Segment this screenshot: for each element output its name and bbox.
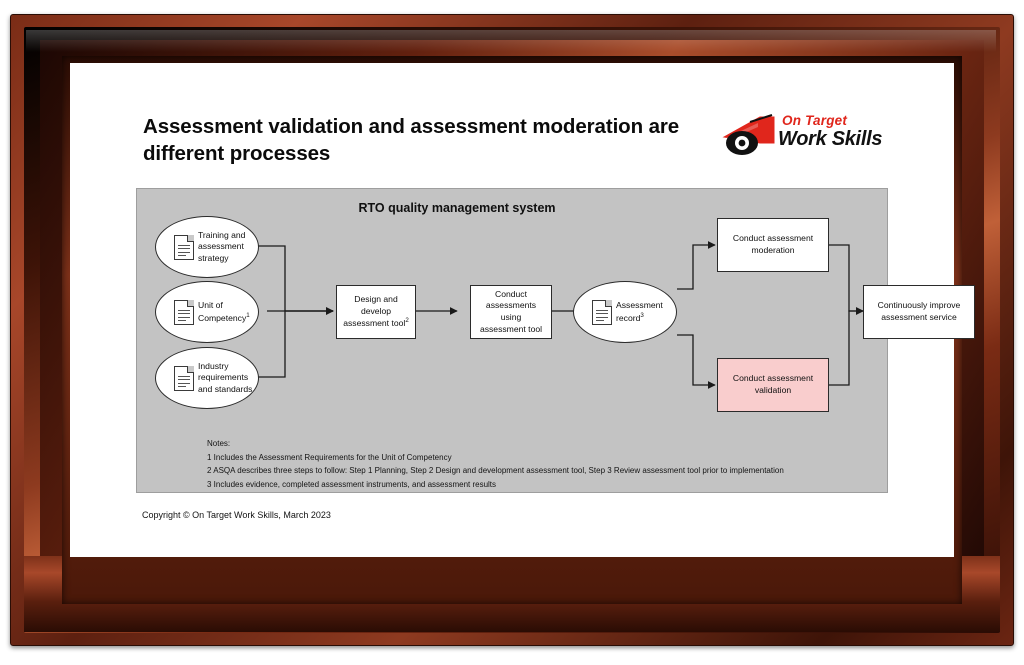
node-conduct-assessment-validation [717,358,829,412]
node-label: Assessment record$^3$ [616,299,663,323]
page-title: Assessment validation and assessment moderation are different processes [143,115,680,166]
logo-line-1: On Target [782,113,848,128]
node-label: Unit of Competency$^1$ [198,299,250,323]
copyright-text: Copyright © On Target Work Skills, March 2023 [142,510,331,520]
panel-title: RTO quality management system [358,201,556,215]
node-label: Conduct assessment moderation [732,233,814,255]
note-item-1: 1 Includes the Assessment Requirements for the Unit of Competency [207,452,452,462]
document-icon [174,300,194,325]
node-conduct-assessments [470,285,552,339]
node-design-develop-assessment-tool [336,285,416,339]
notes-block [207,437,877,491]
node-training-assessment-strategy [155,216,259,278]
note-item-2: 2 ASQA describes three steps to follow: Step 1 Planning, Step 2 Design and development assessment tool, Step 3 Review assessment tool prior to implementation [207,466,784,476]
node-label: Training and assessment strategy [198,229,246,263]
node-label: Conduct assessment validation [732,373,814,395]
node-label: Continuously improve assessment service [877,300,961,322]
document-icon [174,235,194,260]
rto-quality-management-panel [136,188,961,493]
megaphone-icon [720,113,782,159]
note-item-3: 3 Includes evidence, completed assessment instruments, and assessment results [207,479,497,489]
node-assessment-record [573,281,677,343]
document-icon [592,300,612,325]
node-continuously-improve-service [863,285,975,339]
document-icon [174,366,194,391]
node-label: Conduct assessments using assessment tool [479,288,543,334]
node-conduct-assessment-moderation [717,218,829,272]
on-target-work-skills-logo [720,113,910,161]
node-unit-of-competency [155,281,259,343]
logo-line-2: Work Skills [778,128,883,150]
node-industry-requirements [155,347,259,409]
node-label: Design and develop assessment tool$^2$ [343,294,409,329]
node-label: Industry requirements and standards [198,360,253,394]
notes-heading: Notes: [207,439,231,448]
slide-canvas [70,63,961,557]
